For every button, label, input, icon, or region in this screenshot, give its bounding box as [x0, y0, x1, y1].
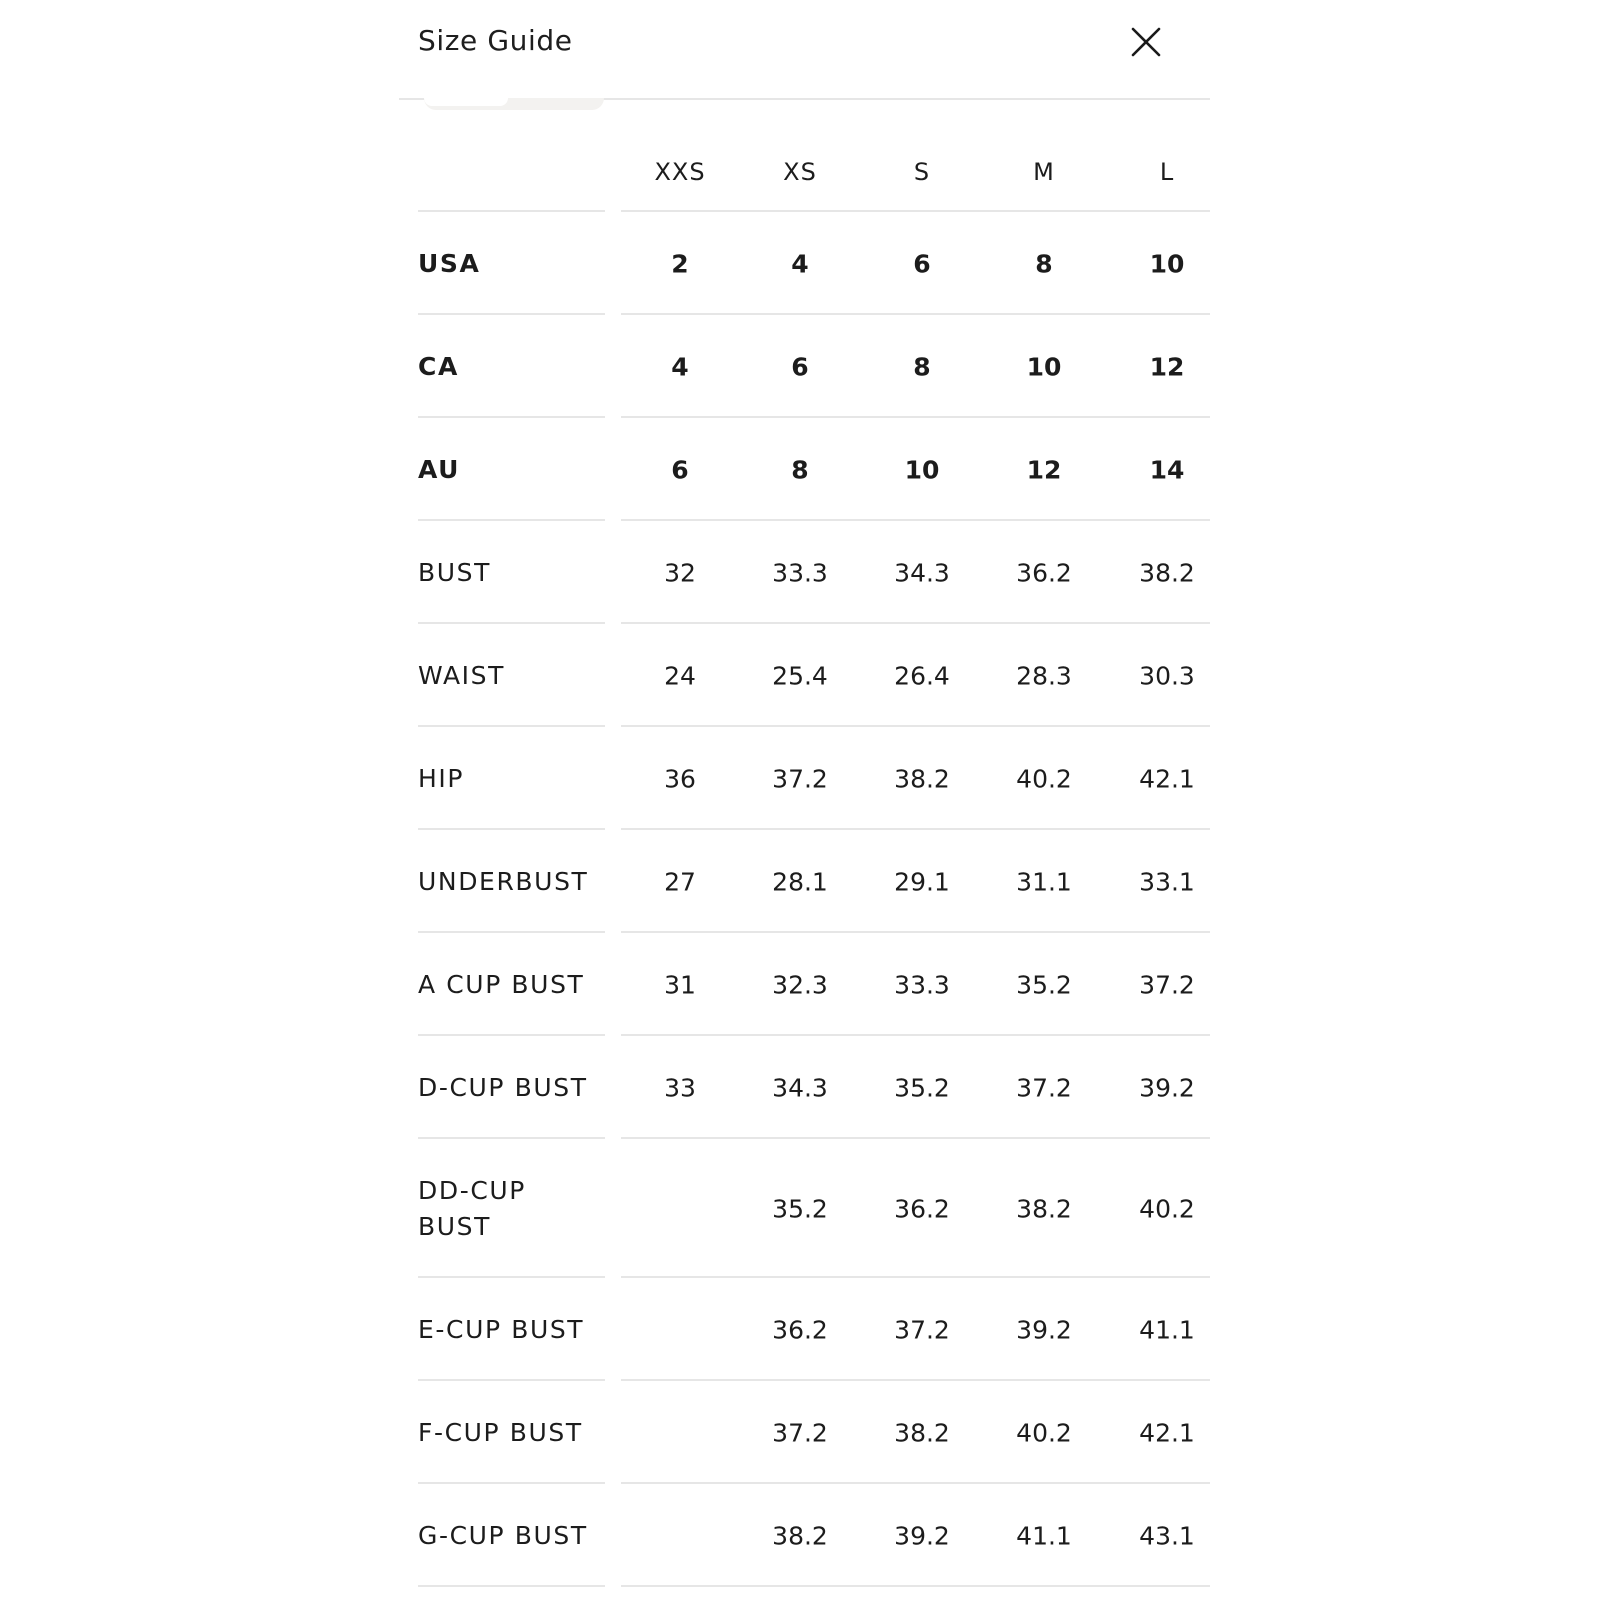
row-label: WAIST: [418, 660, 505, 690]
table-cell: 36: [664, 764, 696, 793]
table-row: [399, 1036, 1210, 1139]
modal-header: [399, 0, 1210, 100]
table-cell: 40.2: [1139, 1194, 1195, 1223]
row-label: E-CUP BUST: [418, 1314, 585, 1344]
table-cell: 28.1: [772, 867, 828, 896]
table-cell: 10: [1149, 249, 1185, 278]
close-button[interactable]: [1129, 25, 1163, 59]
table-cell: 38.2: [894, 1418, 950, 1447]
table-row: [399, 418, 1210, 521]
size-table: [399, 112, 1210, 1587]
table-cell: 12: [1026, 455, 1062, 484]
table-cell: 24: [664, 661, 696, 690]
table-cell: 25.4: [772, 661, 828, 690]
unit-toggle[interactable]: [424, 98, 604, 110]
table-cell: 33.1: [1139, 867, 1195, 896]
row-divider: [418, 1585, 605, 1587]
row-label: BUST: [418, 557, 491, 587]
table-cell: 29.1: [894, 867, 950, 896]
size-guide-modal: [399, 0, 1210, 1600]
table-cell: 31.1: [1016, 867, 1072, 896]
table-cell: 39.2: [1139, 1073, 1195, 1102]
table-cell: 39.2: [894, 1521, 950, 1550]
table-cell: 6: [671, 455, 689, 484]
table-cell: 26.4: [894, 661, 950, 690]
table-cell: 33: [664, 1073, 696, 1102]
table-cell: 31: [664, 970, 696, 999]
row-label: DD-CUP BUST: [418, 1175, 526, 1241]
table-row: [399, 933, 1210, 1036]
table-row: [399, 624, 1210, 727]
table-cell: 32: [664, 558, 696, 587]
row-label: D-CUP BUST: [418, 1072, 588, 1102]
table-cell: 6: [913, 249, 931, 278]
row-label: CA: [418, 351, 459, 381]
table-row: [399, 1278, 1210, 1381]
table-cell: 34.3: [772, 1073, 828, 1102]
table-cell: 37.2: [1139, 970, 1195, 999]
row-label: USA: [418, 248, 481, 278]
table-cell: 27: [664, 867, 696, 896]
row-label: A CUP BUST: [418, 969, 585, 999]
table-cell: 43.1: [1139, 1521, 1195, 1550]
table-row: [399, 1381, 1210, 1484]
table-cell: 37.2: [894, 1315, 950, 1344]
table-cell: 6: [791, 352, 809, 381]
table-cell: 8: [1035, 249, 1053, 278]
table-cell: 42.1: [1139, 764, 1195, 793]
column-header: XXS: [654, 158, 706, 186]
table-cell: 40.2: [1016, 764, 1072, 793]
table-cell: 12: [1149, 352, 1185, 381]
table-cell: 30.3: [1139, 661, 1195, 690]
table-cell: 32.3: [772, 970, 828, 999]
table-cell: 33.3: [772, 558, 828, 587]
table-cell: 36.2: [894, 1194, 950, 1223]
table-row: [399, 1139, 1210, 1278]
table-cell: 4: [671, 352, 689, 381]
row-label: G-CUP BUST: [418, 1520, 588, 1550]
table-cell: 37.2: [772, 764, 828, 793]
row-label: UNDERBUST: [418, 866, 589, 896]
table-cell: 38.2: [894, 764, 950, 793]
table-row: [399, 727, 1210, 830]
table-row: [399, 830, 1210, 933]
table-cell: 41.1: [1139, 1315, 1195, 1344]
table-cell: 39.2: [1016, 1315, 1072, 1344]
table-cell: 36.2: [772, 1315, 828, 1344]
table-cell: 38.2: [1016, 1194, 1072, 1223]
row-label: AU: [418, 454, 461, 484]
table-row: [399, 1484, 1210, 1587]
row-label: HIP: [418, 763, 465, 793]
table-cell: 42.1: [1139, 1418, 1195, 1447]
table-cell: 33.3: [894, 970, 950, 999]
column-header: S: [913, 158, 931, 186]
table-row: [399, 521, 1210, 624]
table-row: [399, 212, 1210, 315]
table-cell: 37.2: [1016, 1073, 1072, 1102]
table-cell: 36.2: [1016, 558, 1072, 587]
close-icon: [1129, 25, 1163, 59]
table-cell: 10: [1026, 352, 1062, 381]
table-row: [399, 315, 1210, 418]
column-header: L: [1159, 158, 1175, 186]
column-header: XS: [783, 158, 817, 186]
table-cell: 10: [904, 455, 940, 484]
table-cell: 38.2: [772, 1521, 828, 1550]
table-cell: 35.2: [894, 1073, 950, 1102]
modal-title: Size Guide: [418, 24, 573, 57]
table-cell: 2: [671, 249, 689, 278]
table-cell: 8: [791, 455, 809, 484]
row-label: F-CUP BUST: [418, 1417, 583, 1447]
table-cell: 41.1: [1016, 1521, 1072, 1550]
table-header-row: [399, 112, 1210, 212]
table-cell: 8: [913, 352, 931, 381]
unit-toggle-active-segment[interactable]: [424, 98, 508, 106]
table-cell: 4: [791, 249, 809, 278]
table-cell: 28.3: [1016, 661, 1072, 690]
table-cell: 14: [1149, 455, 1185, 484]
table-cell: 35.2: [1016, 970, 1072, 999]
column-header: M: [1033, 158, 1055, 186]
table-cell: 34.3: [894, 558, 950, 587]
table-cell: 35.2: [772, 1194, 828, 1223]
table-cell: 37.2: [772, 1418, 828, 1447]
table-cell: 40.2: [1016, 1418, 1072, 1447]
table-cell: 38.2: [1139, 558, 1195, 587]
row-divider: [621, 1585, 1210, 1587]
